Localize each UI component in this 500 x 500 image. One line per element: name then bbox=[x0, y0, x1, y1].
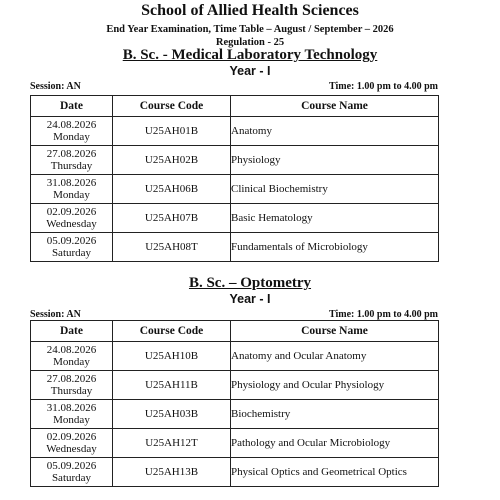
course-name-cell: Basic Hematology bbox=[231, 204, 439, 233]
table-row bbox=[31, 458, 439, 487]
exam-day: Monday bbox=[53, 189, 90, 201]
exam-day: Wednesday bbox=[46, 218, 97, 230]
exam-day: Monday bbox=[53, 356, 90, 368]
date-cell bbox=[31, 233, 113, 262]
table-row bbox=[31, 371, 439, 400]
course-name-cell: Biochemistry bbox=[231, 400, 439, 429]
course-code-cell: U25AH01B bbox=[113, 117, 231, 146]
course-code-cell: U25AH06B bbox=[113, 175, 231, 204]
date-cell bbox=[31, 146, 113, 175]
exam-day: Thursday bbox=[50, 385, 93, 397]
course-name-cell: Fundamentals of Microbiology bbox=[231, 233, 439, 262]
date-column-header: Date bbox=[31, 96, 113, 117]
session-label: Session: AN bbox=[30, 309, 81, 320]
table-row bbox=[31, 204, 439, 233]
exam-date: 05.09.2026 bbox=[46, 235, 97, 247]
time-label: Time: 1.00 pm to 4.00 pm bbox=[329, 81, 438, 92]
exam-date: 31.08.2026 bbox=[46, 177, 97, 189]
date-cell bbox=[31, 371, 113, 400]
table-row bbox=[31, 342, 439, 371]
course-code-cell: U25AH02B bbox=[113, 146, 231, 175]
exam-subtitle: End Year Examination, Time Table – August / September – 2026 bbox=[106, 24, 394, 35]
table-row bbox=[31, 146, 439, 175]
session-row-optometry bbox=[30, 309, 438, 320]
course-code-cell: U25AH08T bbox=[113, 233, 231, 262]
course-code-cell: U25AH10B bbox=[113, 342, 231, 371]
year-label-mlt: Year - I bbox=[229, 64, 271, 78]
exam-date: 31.08.2026 bbox=[46, 402, 97, 414]
date-cell bbox=[31, 400, 113, 429]
regulation-label: Regulation - 25 bbox=[215, 37, 285, 48]
exam-date: 24.08.2026 bbox=[46, 344, 97, 356]
course-name-cell: Physical Optics and Geometrical Optics bbox=[231, 458, 439, 487]
code-column-header: Course Code bbox=[113, 96, 231, 117]
table-header-row bbox=[31, 96, 439, 117]
exam-day: Thursday bbox=[50, 160, 93, 172]
exam-day: Monday bbox=[53, 414, 90, 426]
exam-date: 02.09.2026 bbox=[46, 431, 97, 443]
exam-day: Saturday bbox=[51, 247, 92, 259]
name-column-header: Course Name bbox=[231, 96, 439, 117]
course-code-cell: U25AH11B bbox=[113, 371, 231, 400]
program-title-mlt: B. Sc. - Medical Laboratory Technology bbox=[122, 47, 378, 63]
date-column-header: Date bbox=[31, 321, 113, 342]
school-title: School of Allied Health Sciences bbox=[141, 2, 359, 19]
course-name-cell: Clinical Biochemistry bbox=[231, 175, 439, 204]
exam-day: Wednesday bbox=[46, 443, 97, 455]
course-name-cell: Anatomy bbox=[231, 117, 439, 146]
course-code-cell: U25AH07B bbox=[113, 204, 231, 233]
session-row-mlt bbox=[30, 81, 438, 92]
year-label-optometry: Year - I bbox=[229, 292, 271, 306]
date-cell bbox=[31, 429, 113, 458]
exam-day: Monday bbox=[53, 131, 90, 143]
exam-date: 27.08.2026 bbox=[46, 148, 97, 160]
course-code-cell: U25AH13B bbox=[113, 458, 231, 487]
table-row bbox=[31, 429, 439, 458]
date-cell bbox=[31, 458, 113, 487]
date-cell bbox=[31, 175, 113, 204]
session-label: Session: AN bbox=[30, 81, 81, 92]
course-name-cell: Physiology and Ocular Physiology bbox=[231, 371, 439, 400]
course-name-cell: Pathology and Ocular Microbiology bbox=[231, 429, 439, 458]
course-name-cell: Anatomy and Ocular Anatomy bbox=[231, 342, 439, 371]
exam-date: 05.09.2026 bbox=[46, 460, 97, 472]
table-row bbox=[31, 175, 439, 204]
date-cell bbox=[31, 204, 113, 233]
timetable-optometry bbox=[30, 320, 439, 487]
date-cell bbox=[31, 342, 113, 371]
code-column-header: Course Code bbox=[113, 321, 231, 342]
timetable-mlt bbox=[30, 95, 439, 262]
exam-date: 27.08.2026 bbox=[46, 373, 97, 385]
table-row bbox=[31, 233, 439, 262]
program-title-optometry: B. Sc. – Optometry bbox=[188, 275, 312, 291]
exam-date: 02.09.2026 bbox=[46, 206, 97, 218]
exam-day: Saturday bbox=[51, 472, 92, 484]
course-code-cell: U25AH12T bbox=[113, 429, 231, 458]
course-name-cell: Physiology bbox=[231, 146, 439, 175]
table-header-row bbox=[31, 321, 439, 342]
date-cell bbox=[31, 117, 113, 146]
table-row bbox=[31, 117, 439, 146]
exam-date: 24.08.2026 bbox=[46, 119, 97, 131]
time-label: Time: 1.00 pm to 4.00 pm bbox=[329, 309, 438, 320]
course-code-cell: U25AH03B bbox=[113, 400, 231, 429]
name-column-header: Course Name bbox=[231, 321, 439, 342]
table-row bbox=[31, 400, 439, 429]
